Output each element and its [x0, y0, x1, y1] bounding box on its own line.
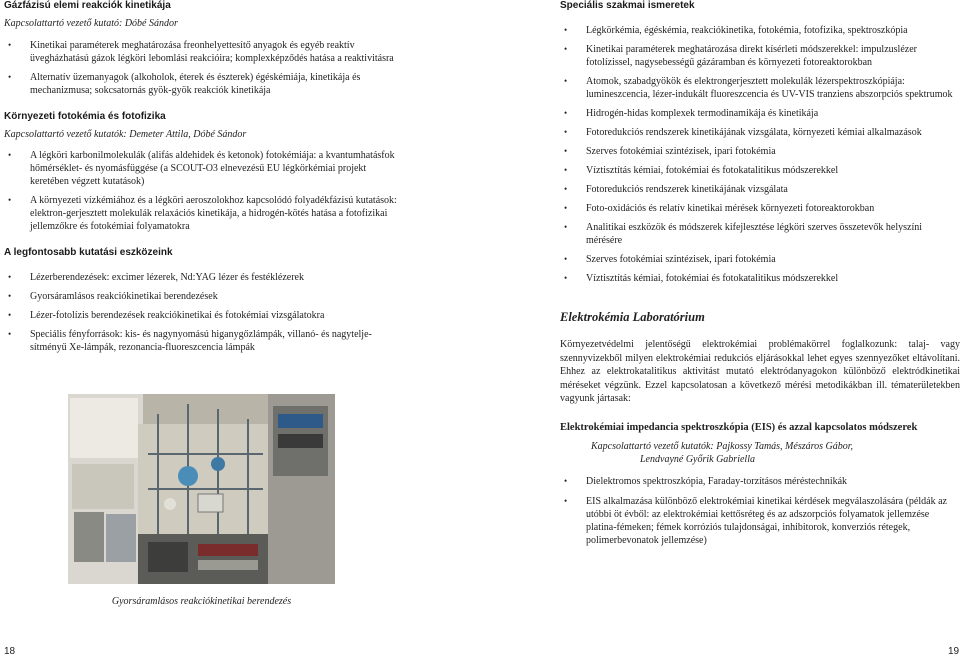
page-number: 19 [948, 646, 960, 657]
subsection-title-eis: Elektrokémiai impedancia spektroszkópia (EIS) és azzal kapcsolatos módszerek [560, 421, 918, 433]
section-title-gas-phase: Gázfázisú elemi reakciók kinetikája [4, 0, 171, 11]
list-item: • Kinetikai paraméterek meghatározása freonhelyettesítő anyagok és egyéb reaktív üvegházhatású gázok légköri lebomlási reakcióira; komplexképződés hatása a reaktivitásra [4, 39, 400, 65]
list-item: • Alternatív üzemanyagok (alkoholok, éterek és észterek) égéskémiája, kinetikája és mechanizmusa; sokcsatornás gyök-gyök reakciók kinetikája [4, 71, 400, 97]
list-item: • Gyorsáramlásos reakciókinetikai berendezések [4, 290, 400, 303]
list-item: • Foto-oxidációs és relatív kinetikai mérések környezeti fotoreaktorokban [560, 202, 960, 215]
list-item: • Lézerberendezések: excimer lézerek, Nd:YAG lézer és festéklézerek [4, 271, 400, 284]
section-title-photochemistry: Környezeti fotokémia és fotofizika [4, 111, 166, 122]
list-item: • A légköri karbonilmolekulák (alifás aldehidek és ketonok) fotokémiája: a kvantumhatásfok hőmérséklet- és nyomásfüggése (a SCOUT-O3 elnevezésű EU légkörkémiai projekt keretében végzett kutatások) [4, 149, 400, 188]
list-item: • Fotoredukciós rendszerek kinetikájának vizsgálata [560, 183, 960, 196]
list-item: • Légkörkémia, égéskémia, reakciókinetika, fotokémia, fotofizika, spektroszkópia [560, 24, 960, 37]
list-item: • Speciális fényforrások: kis- és nagynyomású higanygőzlámpák, villanó- és nagyteljesítményű Xe-lámpák, rezonancia-fluoreszcencia lámpák [4, 328, 400, 354]
list-item: • Víztisztítás kémiai, fotokémiai és fotokatalitikus módszerekkel [560, 164, 960, 177]
list-item: • Kinetikai paraméterek meghatározása direkt kísérleti módszerekkel: impulzuslézer fotolízissel, nagysebességű gázáramban és környezeti fotoreaktorokban [560, 43, 960, 69]
list-item: • A környezeti vízkémiához és a légköri aeroszolokhoz kapcsolódó folyadékfázisú kutatások: elektron-gerjesztett molekulák relaxációs kinetikája, a hidrogén-kötés hatása a fotofizikai jellemzőkre és fotokémiai folyamatokra [4, 194, 400, 233]
right-page [480, 0, 960, 657]
photo-caption: Gyorsáramlásos reakciókinetikai berendezés [111, 596, 292, 607]
lab-title: Elektrokémia Laboratórium [560, 310, 705, 324]
list-item: • Fotoredukciós rendszerek kinetikájának vizsgálata, környezeti kémiai alkalmazások [560, 126, 960, 139]
expertise-list [560, 24, 960, 285]
left-column [4, 0, 400, 354]
list-item: • Szerves fotokémiai szintézisek, ipari fotokémia [560, 253, 960, 266]
photochemistry-list [4, 149, 400, 233]
coordinator-line: Lendvayné Győrik Gabriella [640, 454, 755, 465]
list-item: • Hidrogén-hidas komplexek termodinamikája és kinetikája [560, 107, 960, 120]
section-title-expertise: Speciális szakmai ismeretek [560, 0, 695, 11]
list-item: • Atomok, szabadgyökök és elektrongerjesztett molekulák lézerspektroszkópiája: lumineszcencia, lézer-indukált fluoreszcencia és UV-VIS tranziens abszorpciós spektrumok [560, 75, 960, 101]
coordinator-line: Kapcsolattartó vezető kutatók: Demeter Attila, Dóbé Sándor [4, 129, 247, 140]
section-title-equipment: A legfontosabb kutatási eszközeink [4, 247, 173, 258]
lab-intro-paragraph: Környezetvédelmi jelentőségű elektrokémiai problémakörrel foglalkozunk: talaj- vagy szennyvizekből milyen elektrokémiai redukciós eljárásokkal lehet egyes szennyezőket eltávolítani. Ehhez az elektrokatalitikus aktivitást mutató elektródanyagokon különböző elektródkinetikai méréseket végzünk. Ezzel kapcsolatosan a következő mérési metodikákban ill. tématerületekben vagyunk jártasak: [560, 339, 960, 404]
coordinator-line: Kapcsolattartó vezető kutató: Dóbé Sándor [4, 18, 178, 29]
list-item: • EIS alkalmazása különböző elektrokémiai kinetikai kérdések megválaszolására (példák az utóbbi öt évből: az elektrokémiai kettősréteg és az adszorpciós folyamatok jellemzése platina-fémeken; fémek korróziós tulajdonságai, inhibitorok, konverziós rétegek, polimerbevonatok jellemzése) [560, 495, 960, 547]
right-column [560, 0, 960, 547]
list-item: • Szerves fotokémiai szintézisek, ipari fotokémia [560, 145, 960, 158]
coordinator-line: Kapcsolattartó vezető kutatók: Pajkossy Tamás, Mészáros Gábor, [591, 440, 854, 452]
list-item: • Lézer-fotolízis berendezések reakciókinetikai és fotokémiai vizsgálatokra [4, 309, 400, 322]
eis-list [560, 475, 960, 547]
page-number: 18 [4, 646, 16, 657]
list-item: • Víztisztítás kémiai, fotokémiai és fotokatalitikus módszerekkel [560, 272, 960, 285]
equipment-list [4, 271, 400, 354]
list-item: • Dielektromos spektroszkópia, Faraday-torzításos méréstechnikák [560, 475, 960, 488]
lab-equipment-illustration [68, 394, 335, 584]
list-item: • Analitikai eszközök és módszerek kifejlesztése légköri szerves összetevők helyszíni mérésére [560, 221, 960, 247]
gas-phase-list [4, 39, 400, 97]
lab-equipment-photo [68, 394, 335, 584]
